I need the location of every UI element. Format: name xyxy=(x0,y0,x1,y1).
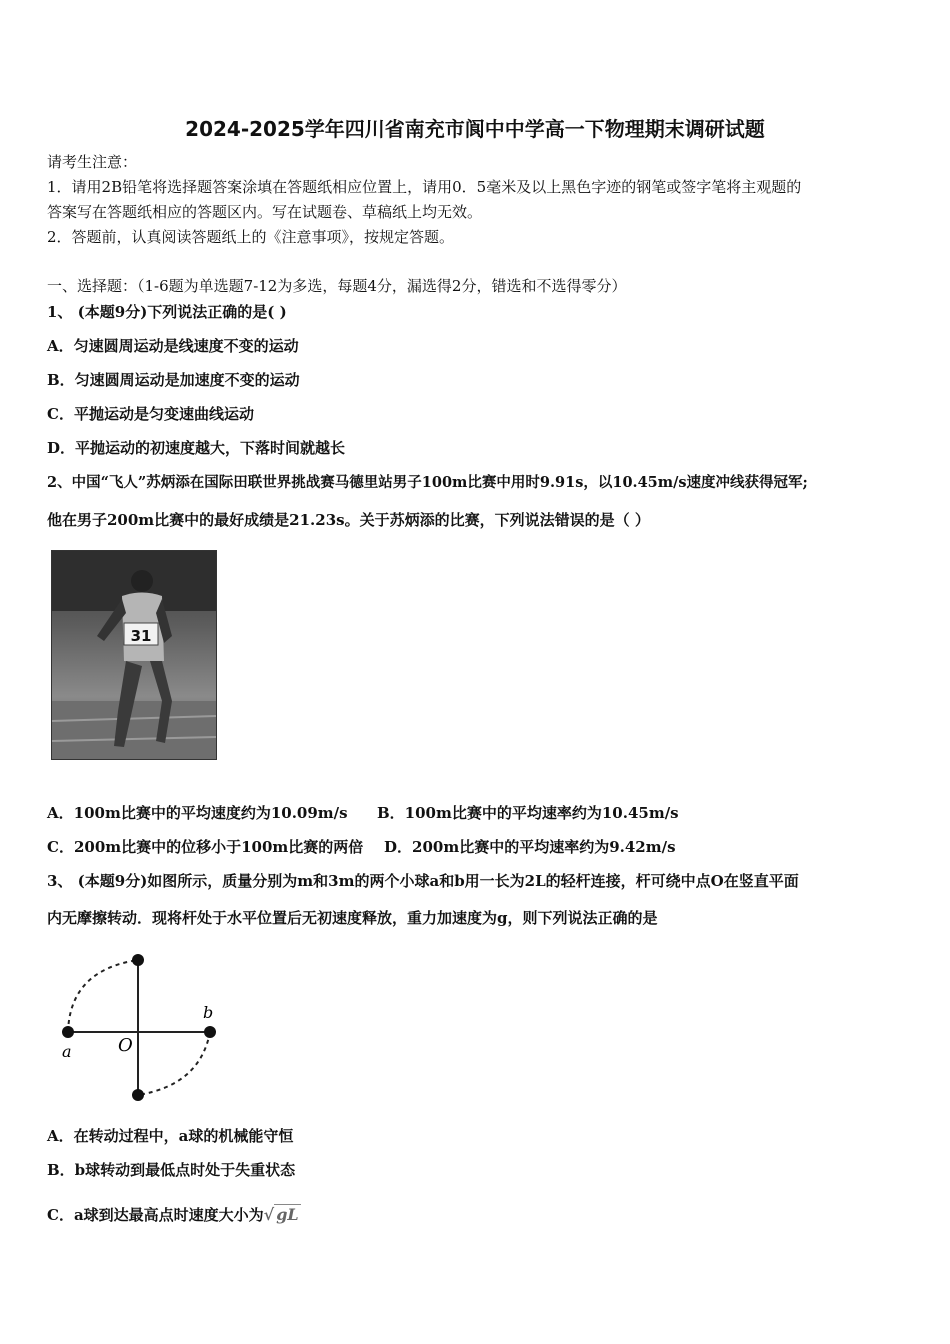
notice-item-1-line-2: 答案写在答题纸相应的答题区内。写在试题卷、草稿纸上均无效。 xyxy=(47,203,483,221)
q3-stem-line-2: 内无摩擦转动．现将杆处于水平位置后无初速度释放，重力加速度为g，则下列说法正确的是 xyxy=(47,909,658,927)
rotating-rod-diagram xyxy=(50,945,230,1110)
label-o: O xyxy=(118,1035,133,1056)
page-title: 2024-2025学年四川省南充市阆中中学高一下物理期末调研试题 xyxy=(185,117,765,141)
notice-item-1-line-1: 1．请用2B铅笔将选择题答案涂填在答题纸相应位置上，请用0．5毫米及以上黑色字迹的钢笔或签字笔将主观题的 xyxy=(47,178,802,196)
ball-top xyxy=(132,954,144,966)
q1-option-b: B．匀速圆周运动是加速度不变的运动 xyxy=(47,371,300,389)
sprinter-illustration xyxy=(52,551,216,759)
ball-b xyxy=(204,1026,216,1038)
q1-option-c: C．平抛运动是匀变速曲线运动 xyxy=(47,405,254,423)
notice-item-2: 2．答题前，认真阅读答题纸上的《注意事项》，按规定答题。 xyxy=(47,228,455,246)
q2-stem-line-1: 2、中国“飞人”苏炳添在国际田联世界挑战赛马德里站男子100m比赛中用时9.91s，以10.45m/s速度冲线获得冠军; xyxy=(47,474,808,491)
ball-bottom xyxy=(132,1089,144,1101)
ball-a xyxy=(62,1026,74,1038)
upper-arc-path xyxy=(68,960,138,1032)
q3-option-c-text: C．a球到达最高点时速度大小为 xyxy=(47,1206,264,1224)
sqrt-expression: gL xyxy=(276,1205,299,1224)
race-bib-number: 31 xyxy=(130,627,152,645)
notice-heading: 请考生注意： xyxy=(47,153,138,171)
section-heading: 一、选择题：（1-6题为单选题7-12为多选，每题4分，漏选得2分，错选和不选得零分） xyxy=(47,277,627,295)
q2-option-c: C．200m比赛中的位移小于100m比赛的两倍 xyxy=(47,838,364,856)
lower-arc-path xyxy=(138,1032,210,1095)
q2-option-d: D．200m比赛中的平均速率约为9.42m/s xyxy=(384,838,676,856)
label-b: b xyxy=(203,1003,214,1022)
sprinter-photo xyxy=(51,550,217,760)
q3-option-b: B．b球转动到最低点时处于失重状态 xyxy=(47,1161,296,1179)
q1-stem: 1、 (本题9分)下列说法正确的是( ) xyxy=(47,303,287,321)
q1-option-a: A．匀速圆周运动是线速度不变的运动 xyxy=(47,337,299,355)
sqrt-symbol: √ gL xyxy=(263,1205,299,1224)
q3-stem-line-1: 3、 (本题9分)如图所示，质量分别为m和3m的两个小球a和b用一长为2L的轻杆连接，杆可绕中点O在竖直平面 xyxy=(47,872,799,890)
q2-option-b: B．100m比赛中的平均速率约为10.45m/s xyxy=(377,804,679,822)
q3-option-c xyxy=(47,1205,301,1225)
q2-stem-line-2: 他在男子200m比赛中的最好成绩是21.23s。关于苏炳添的比赛，下列说法错误的是（ ） xyxy=(47,511,650,529)
label-a: a xyxy=(62,1042,72,1061)
q2-option-a: A．100m比赛中的平均速度约为10.09m/s xyxy=(47,804,348,822)
q1-option-d: D．平抛运动的初速度越大，下落时间就越长 xyxy=(47,439,346,457)
q3-option-a: A．在转动过程中，a球的机械能守恒 xyxy=(47,1127,294,1145)
